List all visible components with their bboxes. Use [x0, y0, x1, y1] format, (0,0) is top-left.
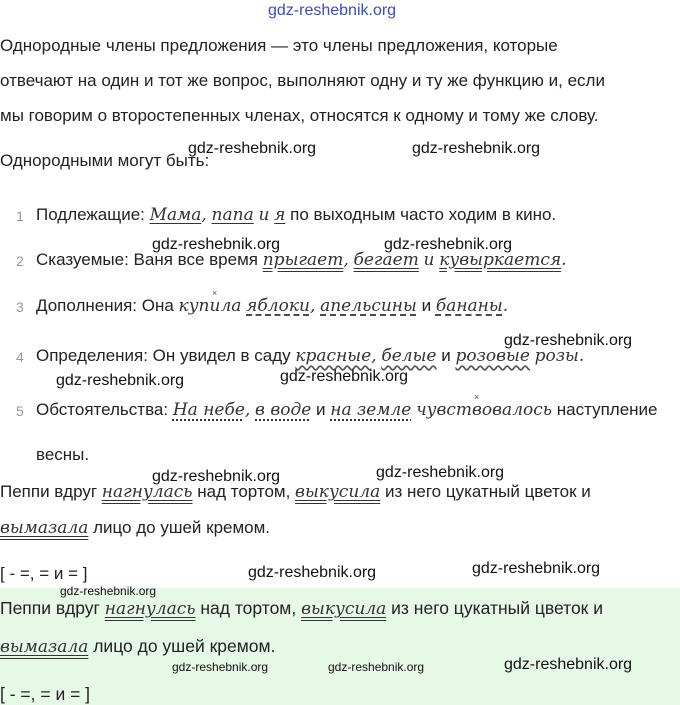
watermark-top: gdz-reshebnik.org	[268, 2, 397, 19]
watermark: gdz-reshebnik.org	[504, 332, 633, 349]
item-label: Определения: Он увидел в саду	[36, 346, 291, 365]
list-item-4	[36, 346, 584, 366]
list-number: 1	[16, 208, 24, 224]
predicate-word: чувствовалось	[416, 400, 553, 420]
cross-mark: ×	[474, 392, 480, 402]
separator: ,	[201, 205, 207, 225]
watermark: gdz-reshebnik.org	[472, 560, 601, 577]
example-text: лицо до ушей кремом.	[93, 636, 276, 656]
homogeneous-word: папа	[211, 205, 254, 225]
separator: ,	[244, 400, 251, 420]
homogeneous-word: прыгает	[262, 250, 344, 270]
example-2-scheme: [ - =, = и = ]	[0, 684, 91, 704]
example-2-line-2	[0, 636, 275, 657]
list-item-5	[36, 400, 658, 420]
homogeneous-word: На небе	[172, 400, 245, 420]
conjunction: и	[441, 346, 451, 365]
watermark: gdz-reshebnik.org	[280, 368, 409, 385]
predicate-word: купила	[178, 296, 242, 316]
item-rest: .	[561, 250, 567, 270]
list-number: 4	[16, 349, 24, 365]
homogeneous-word: кувыркается	[439, 250, 562, 270]
example-text: лицо до ушей кремом.	[93, 518, 271, 537]
homogeneous-word: на земле	[330, 400, 412, 420]
homogeneous-word: белые	[381, 346, 437, 366]
list-item-2	[36, 250, 567, 270]
homogeneous-word: Мама	[149, 205, 202, 225]
watermark: gdz-reshebnik.org	[152, 236, 281, 253]
watermark: gdz-reshebnik.org	[248, 564, 377, 581]
predicate-word: выкусила	[295, 482, 381, 502]
item-label: Подлежащие:	[36, 205, 145, 224]
conjunction: и	[316, 400, 326, 419]
watermark: gdz-reshebnik.org	[412, 140, 541, 157]
example-text: над тортом,	[197, 482, 291, 501]
intro-line-1: Однородные члены предложения — это члены предложения, которые	[0, 36, 558, 55]
conjunction: и	[421, 296, 432, 315]
intro-line-2: отвечают на один и тот же вопрос, выполняют одну и ту же функцию и, если	[0, 71, 605, 90]
item-rest: .	[578, 346, 585, 366]
list-item-1	[36, 205, 556, 225]
separator: ,	[343, 250, 349, 270]
homogeneous-word: в воде	[255, 400, 312, 420]
item-rest: по выходным часто ходим в кино.	[290, 205, 557, 224]
watermark: gdz-reshebnik.org	[172, 660, 269, 674]
example-text: из него цукатный цветок и	[391, 598, 603, 618]
homogeneous-word: я	[274, 205, 286, 225]
watermark: gdz-reshebnik.org	[60, 584, 157, 598]
predicate-word: вымазала	[0, 518, 89, 538]
homogeneous-word: красные	[295, 346, 372, 366]
watermark: gdz-reshebnik.org	[188, 140, 317, 157]
example-text: Пеппи вдруг	[0, 482, 98, 501]
example-text: Пеппи вдруг	[0, 598, 100, 618]
intro-line-3: мы говорим о второстепенных членах, относятся к одному и тому же слову.	[0, 106, 599, 125]
list-item-3	[36, 296, 508, 316]
homogeneous-word: апельсины	[320, 296, 417, 316]
item-label: Дополнения: Она	[36, 296, 174, 315]
watermark: gdz-reshebnik.org	[376, 464, 505, 481]
intro-line-4: Однородными могут быть:	[0, 151, 210, 170]
item-label: Обстоятельства:	[36, 400, 169, 419]
separator: ,	[371, 346, 377, 366]
list-item-5-continuation: весны.	[36, 445, 90, 464]
item-label: Сказуемые: Ваня все время	[36, 250, 258, 269]
predicate-word: нагнулась	[101, 482, 193, 502]
example-2-line-1	[0, 598, 603, 619]
cross-mark: ×	[212, 288, 218, 298]
item-rest: наступление	[556, 400, 658, 419]
homogeneous-word: бананы	[435, 296, 503, 316]
watermark: gdz-reshebnik.org	[56, 372, 185, 389]
list-number: 2	[16, 253, 24, 269]
list-number: 5	[16, 403, 24, 419]
watermark: gdz-reshebnik.org	[384, 236, 513, 253]
watermark: gdz-reshebnik.org	[152, 468, 281, 485]
example-1-line-2	[0, 518, 270, 538]
example-1-line-1	[0, 482, 591, 502]
list-number: 3	[16, 299, 24, 315]
item-rest: .	[502, 296, 509, 316]
example-text: из него цукатный цветок и	[384, 482, 591, 501]
conjunction: и	[258, 205, 270, 225]
homogeneous-word: бегает	[353, 250, 419, 270]
conjunction: и	[423, 250, 435, 270]
example-text: над тортом,	[200, 598, 297, 618]
predicate-word: нагнулась	[104, 599, 196, 619]
subject-word: розы	[534, 346, 579, 366]
predicate-word: вымазала	[0, 637, 89, 657]
example-1-scheme: [ - =, = и = ]	[0, 564, 88, 583]
separator: ,	[309, 296, 316, 316]
watermark: gdz-reshebnik.org	[504, 656, 633, 673]
watermark: gdz-reshebnik.org	[328, 660, 425, 674]
predicate-word: выкусила	[301, 599, 387, 619]
homogeneous-word: яблоки	[246, 296, 310, 316]
homogeneous-word: розовые	[455, 346, 530, 366]
